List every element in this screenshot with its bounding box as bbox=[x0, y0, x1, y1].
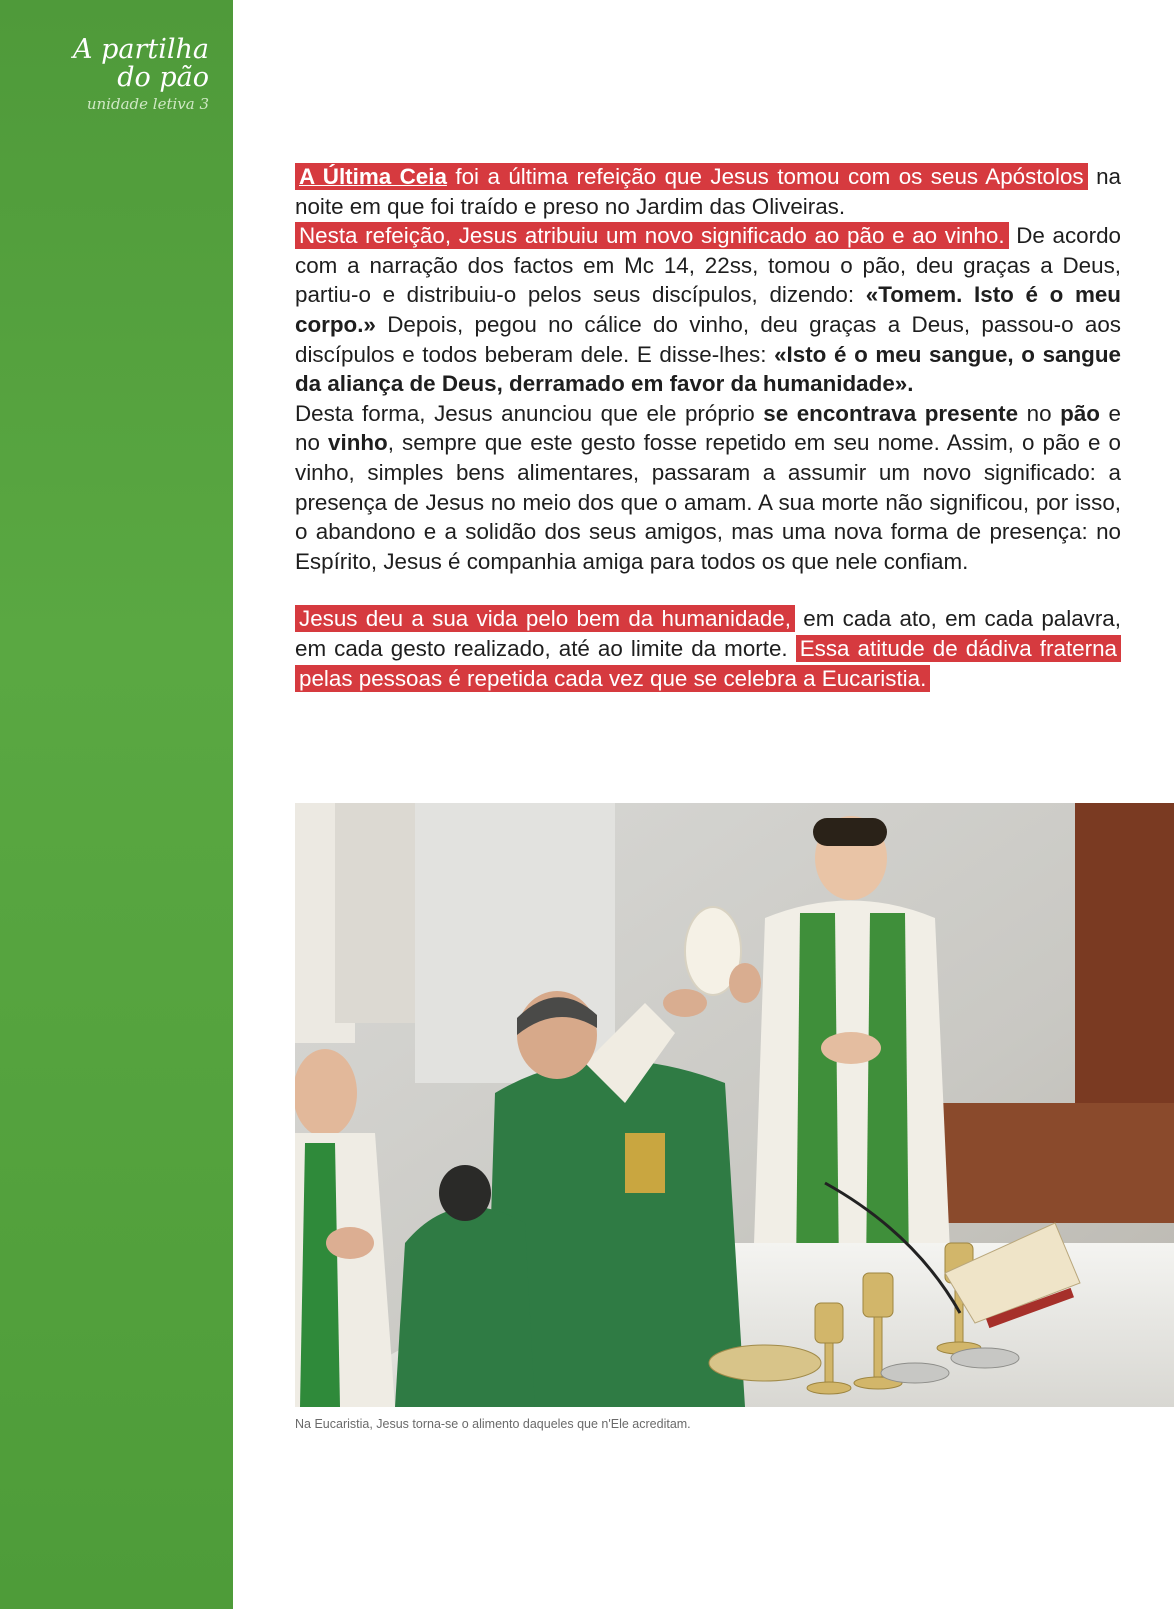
term-ultima-ceia: A Última Ceia bbox=[299, 164, 447, 189]
photo-caption: Na Eucaristia, Jesus torna-se o alimento daqueles que n'Ele acreditam. bbox=[295, 1417, 691, 1431]
bold-wine: vinho bbox=[328, 430, 388, 456]
quote-blood: «Isto é o meu sangue, o sangue da aliança de Deus, derramado em favor da humanidade». bbox=[295, 341, 1121, 397]
paragraph-text: Desta forma, Jesus anunciou que ele próprio bbox=[295, 400, 764, 426]
paragraph-2 bbox=[295, 221, 1121, 399]
paragraph-text: Depois, pegou no cálice do vinho, deu graças a Deus, passou-o aos discípulos e todos beberam dele. E disse-lhes: bbox=[295, 311, 1121, 367]
paragraph-text: De acordo com a narração dos factos em Mc 14, 22ss, tomou o pão, deu graças a Deus, partiu-o e distribuiu-o pelos seus discípulos, dizendo: bbox=[295, 223, 1121, 308]
sidebar-band bbox=[0, 0, 233, 1609]
quote-body: «Tomem. Isto é o meu corpo.» bbox=[295, 282, 1121, 337]
paragraph-text: no bbox=[1018, 400, 1061, 426]
bold-presence: se encontrava presente bbox=[763, 400, 1019, 426]
bold-bread: pão bbox=[1060, 400, 1100, 426]
highlight-ultima-ceia bbox=[295, 163, 1088, 190]
highlight-text: foi a última refeição que Jesus tomou com os seus Apóstolos bbox=[446, 164, 1084, 189]
paragraph-text: na noite em que foi traído e preso no Jardim das Oliveiras. bbox=[295, 164, 1121, 219]
unit-title-line2: do pão bbox=[117, 62, 209, 94]
paragraph-text: , sempre que este gesto fosse repetido em seu nome. Assim, o pão e o vinho, simples bens alimentares, passaram a assumir um novo significado: a presença de Jesus no meio dos que o amam. A sua morte não significou, por isso, o abandono e a solidão dos seus amigos, mas uma nova forma de presença: no Espírito, Jesus é companhia amiga para todos os que nele confiam. bbox=[295, 430, 1121, 574]
paragraph-1 bbox=[295, 162, 1121, 221]
paragraph-text: em cada ato, em cada palavra, em cada gesto realizado, até ao limite da morte. bbox=[295, 606, 1121, 661]
paragraph-4 bbox=[295, 604, 1121, 693]
paragraph-text: e no bbox=[295, 400, 1121, 456]
unit-subtitle: unidade letiva 3 bbox=[86, 94, 209, 113]
body-text bbox=[295, 162, 1121, 693]
unit-title-line1: A partilha bbox=[73, 34, 209, 65]
eucharist-photo bbox=[295, 803, 1174, 1407]
highlight-new-meaning: Nesta refeição, Jesus atribuiu um novo significado ao pão e ao vinho. bbox=[295, 222, 1009, 249]
highlight-eucharist: Essa atitude de dádiva fraterna pelas pessoas é repetida cada vez que se celebra a Eucaristia. bbox=[295, 635, 1121, 692]
paragraph-3 bbox=[295, 399, 1121, 577]
highlight-gave-life: Jesus deu a sua vida pelo bem da humanidade, bbox=[295, 605, 795, 632]
unit-title bbox=[73, 36, 209, 112]
